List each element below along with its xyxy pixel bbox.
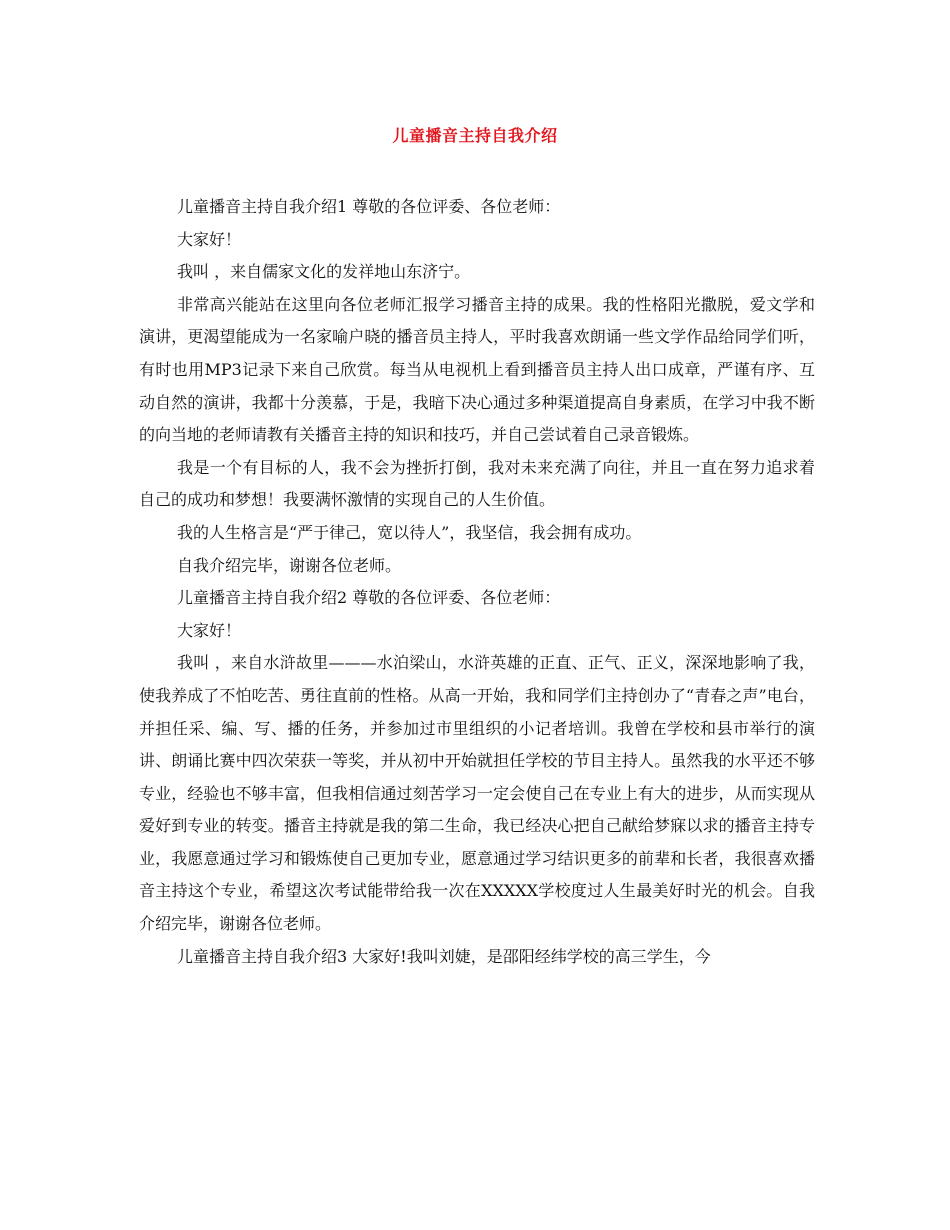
paragraph-closing: 自我介绍完毕，谢谢各位老师。: [177, 555, 402, 575]
paragraph-body: 非常高兴能站在这里向各位老师汇报学习播音主持的成果。我的性格阳光撒脱，爱文学和演讲，更渴望能成为一名家喻户晓的播音员主持人，平时我喜欢朗诵一些文学作品给同学们听，有时也用MP3记录下来自己欣赏。每当从电视机上看到播音员主持人出口成章，严谨有序、互动自然的演讲，我都十分羡慕，于是，我暗下决心通过多种渠道提高自身素质，在学习中我不断的向当地的老师请教有关播音主持的知识和技巧，并自己尝试着自己录音锻炼。: [139, 294, 815, 445]
paragraph-body: 我叫 ，来自水浒故里———水泊梁山，水浒英雄的正直、正气、正义，深深地影响了我，使我养成了不怕吃苦、勇往直前的性格。从高一开始，我和同学们主持创办了“青春之声”电台，并担任采、编、写、播的任务，并参加过市里组织的小记者培训。我曾在学校和县市举行的演讲、朗诵比赛中四次荣获一等奖，并从初中开始就担任学校的节目主持人。虽然我的水平还不够专业，经验也不够丰富，但我相信通过刻苦学习一定会使自己在专业上有大的进步，从而实现从爱好到专业的转变。播音主持就是我的第二生命，我已经决心把自己献给梦寐以求的播音主持专业，我愿意通过学习和锻炼使自己更加专业，愿意通过学习结识更多的前辈和长者，我很喜欢播音主持这个专业，希望这次考试能带给我一次在XXXXX学校度过人生最美好时光的机会。自我介绍完毕，谢谢各位老师。: [139, 653, 815, 934]
paragraph-body: 我是一个有目标的人，我不会为挫折打倒，我对未来充满了向往，并且一直在努力追求着自己的成功和梦想！我要满怀激情的实现自己的人生价值。: [139, 457, 815, 510]
paragraph-motto: 我的人生格言是“严于律己，宽以待人”，我坚信，我会拥有成功。: [177, 522, 642, 542]
paragraph-greeting: 大家好！: [177, 620, 242, 640]
paragraph-greeting: 大家好！: [177, 229, 242, 249]
paragraph-intro1-heading: 儿童播音主持自我介绍1 尊敬的各位评委、各位老师：: [177, 197, 561, 216]
document-title: 儿童播音主持自我介绍: [392, 126, 558, 145]
paragraph-name-origin: 我叫 ，来自儒家文化的发祥地山东济宁。: [177, 262, 471, 282]
paragraph-intro2-heading: 儿童播音主持自我介绍2 尊敬的各位评委、各位老师：: [177, 588, 561, 608]
paragraph-intro3-heading: 儿童播音主持自我介绍3 大家好!我叫刘婕，是邵阳经纬学校的高三学生，今: [177, 946, 711, 966]
document-body: [139, 191, 815, 973]
